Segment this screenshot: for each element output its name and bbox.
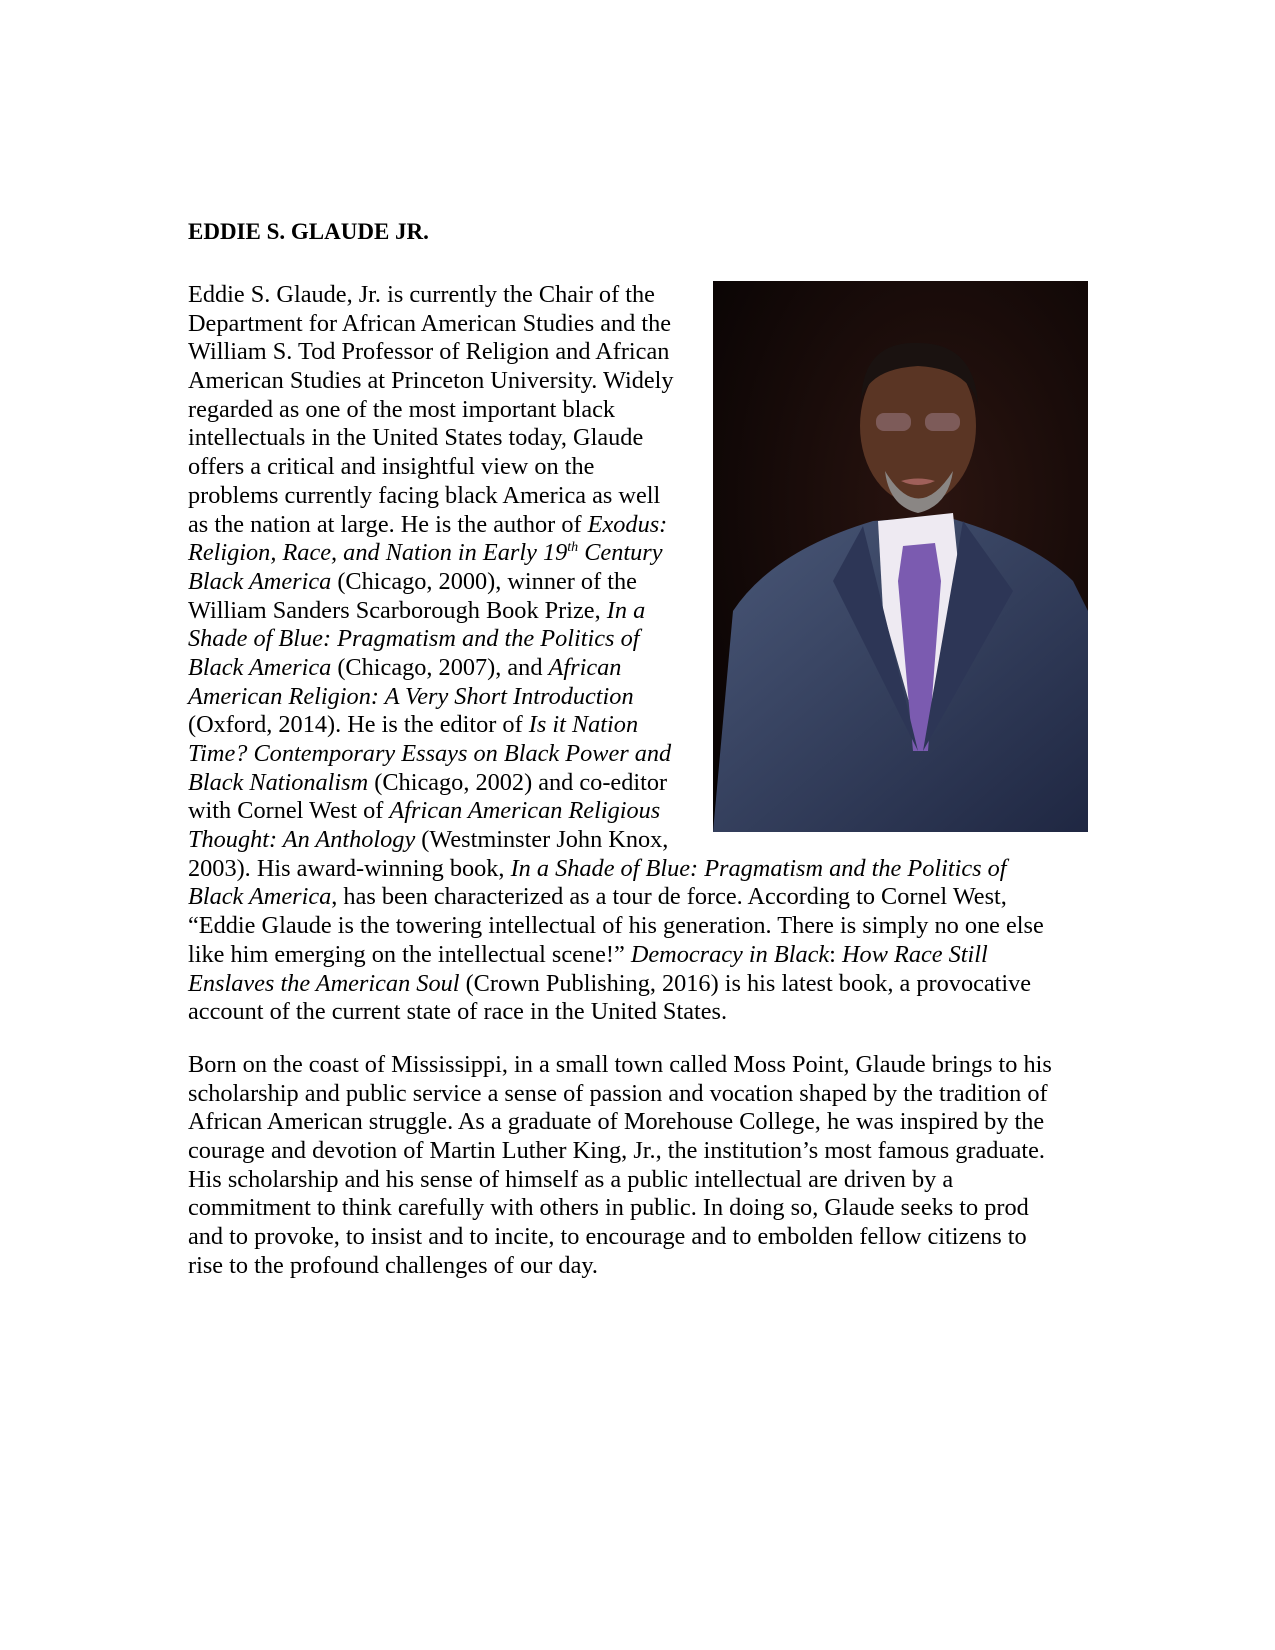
body-text: Department for African American Studies and the <box>188 309 672 337</box>
bio-paragraph-1 <box>188 281 1044 1027</box>
body-text: commitment to think carefully with others in public. In doing so, Glaude seeks to prod <box>188 1194 1029 1222</box>
text-line <box>188 855 1044 884</box>
text-line <box>188 1223 1052 1252</box>
body-text: like him emerging on the intellectual scene!” <box>188 940 631 968</box>
italic-title-text: Black America <box>188 567 332 595</box>
body-text: African American struggle. As a graduate of Morehouse College, he was inspired by the <box>188 1108 1045 1136</box>
text-line <box>188 568 1044 597</box>
text-line <box>188 453 1044 482</box>
text-line <box>188 740 1044 769</box>
italic-title-text: Enslaves the American Soul <box>188 969 460 997</box>
body-text: with Cornel West of <box>188 797 390 825</box>
body-text: William Sanders Scarborough Book Prize, <box>188 596 607 624</box>
body-text: offers a critical and insightful view on the <box>188 453 595 481</box>
text-line <box>188 625 1044 654</box>
text-line <box>188 711 1044 740</box>
body-text: His scholarship and his sense of himself as a public intellectual are driven by a <box>188 1165 954 1193</box>
text-line <box>188 338 1044 367</box>
italic-title-text: In a Shade of Blue: Pragmatism and the Politics of <box>510 854 1007 882</box>
body-text: (Westminster John Knox, <box>415 826 669 854</box>
text-line <box>188 597 1044 626</box>
text-line <box>188 1166 1052 1195</box>
text-line <box>188 1051 1052 1080</box>
page-title: EDDIE S. GLAUDE JR. <box>188 219 429 244</box>
text-line <box>188 1252 1052 1281</box>
body-text: and to provoke, to insist and to incite, to encourage and to embolden fellow citizens to <box>188 1223 1027 1251</box>
text-line <box>188 797 1044 826</box>
text-line <box>188 1137 1052 1166</box>
text-line <box>188 769 1044 798</box>
body-text: problems currently facing black America as well <box>188 481 661 509</box>
text-line <box>188 396 1044 425</box>
text-line <box>188 424 1044 453</box>
text-line <box>188 1080 1052 1109</box>
body-text: : <box>829 940 842 968</box>
italic-title-text: Black America <box>188 883 332 911</box>
body-text: “Eddie Glaude is the towering intellectual of his generation. There is simply no one else <box>188 912 1044 940</box>
italic-title-text: th <box>567 540 579 556</box>
body-text: regarded as one of the most important black <box>188 395 616 423</box>
text-line <box>188 281 1044 310</box>
body-text: (Chicago, 2002) and co-editor <box>368 768 668 796</box>
text-line <box>188 482 1044 511</box>
body-text: , has been characterized as a tour de force. According to Cornel West, <box>331 883 1007 911</box>
text-line <box>188 654 1044 683</box>
text-line <box>188 1194 1052 1223</box>
text-line <box>188 511 1044 540</box>
body-text: courage and devotion of Martin Luther King, Jr., the institution’s most famous graduate. <box>188 1137 1045 1165</box>
italic-title-text: Thought: An Anthology <box>188 826 416 854</box>
italic-title-text: Century <box>578 539 663 567</box>
italic-title-text: Religion, Race, and Nation in Early 19 <box>188 539 568 567</box>
text-line <box>188 539 1044 568</box>
body-text: Eddie S. Glaude, Jr. is currently the Chair of the <box>188 281 655 308</box>
italic-title-text: American Religion: A Very Short Introduction <box>188 682 634 710</box>
body-text: (Chicago, 2000), winner of the <box>331 567 637 595</box>
italic-title-text: Black America <box>188 653 332 681</box>
italic-title-text: Shade of Blue: Pragmatism and the Politics of <box>188 625 640 653</box>
text-line <box>188 970 1044 999</box>
text-line <box>188 883 1044 912</box>
body-text: American Studies at Princeton University. Widely <box>188 367 674 395</box>
body-text: (Chicago, 2007), and <box>331 653 549 681</box>
italic-title-text: Black Nationalism <box>188 768 369 796</box>
italic-title-text: Democracy in Black <box>630 940 830 968</box>
text-line <box>188 683 1044 712</box>
italic-title-text: Is it Nation <box>528 711 639 739</box>
body-text: as the nation at large. He is the author of <box>188 510 588 538</box>
body-text: intellectuals in the United States today, Glaude <box>188 424 644 452</box>
text-line <box>188 826 1044 855</box>
italic-title-text: In a <box>606 596 646 624</box>
bio-paragraph-2 <box>188 1051 1052 1281</box>
italic-title-text: Exodus: <box>587 510 668 538</box>
text-line <box>188 310 1044 339</box>
body-text: Born on the coast of Mississippi, in a small town called Moss Point, Glaude brings to his <box>188 1051 1052 1078</box>
text-line <box>188 1108 1052 1137</box>
italic-title-text: African American Religious <box>389 797 661 825</box>
body-text: (Crown Publishing, 2016) is his latest book, a provocative <box>459 969 1032 997</box>
body-text: 2003). His award-winning book, <box>188 854 511 882</box>
italic-title-text: How Race Still <box>842 940 988 968</box>
italic-title-text: Time? Contemporary Essays on Black Power and <box>188 740 672 767</box>
text-line <box>188 941 1044 970</box>
text-line <box>188 998 1044 1027</box>
text-line <box>188 367 1044 396</box>
body-text: account of the current state of race in the United States. <box>188 998 728 1026</box>
body-text: (Oxford, 2014). He is the editor of <box>188 711 529 739</box>
body-text: rise to the profound challenges of our day. <box>188 1251 598 1279</box>
body-text: scholarship and public service a sense of passion and vocation shaped by the tradition of <box>188 1079 1048 1107</box>
italic-title-text: African <box>548 653 622 681</box>
body-text: William S. Tod Professor of Religion and African <box>188 338 670 366</box>
text-line <box>188 912 1044 941</box>
